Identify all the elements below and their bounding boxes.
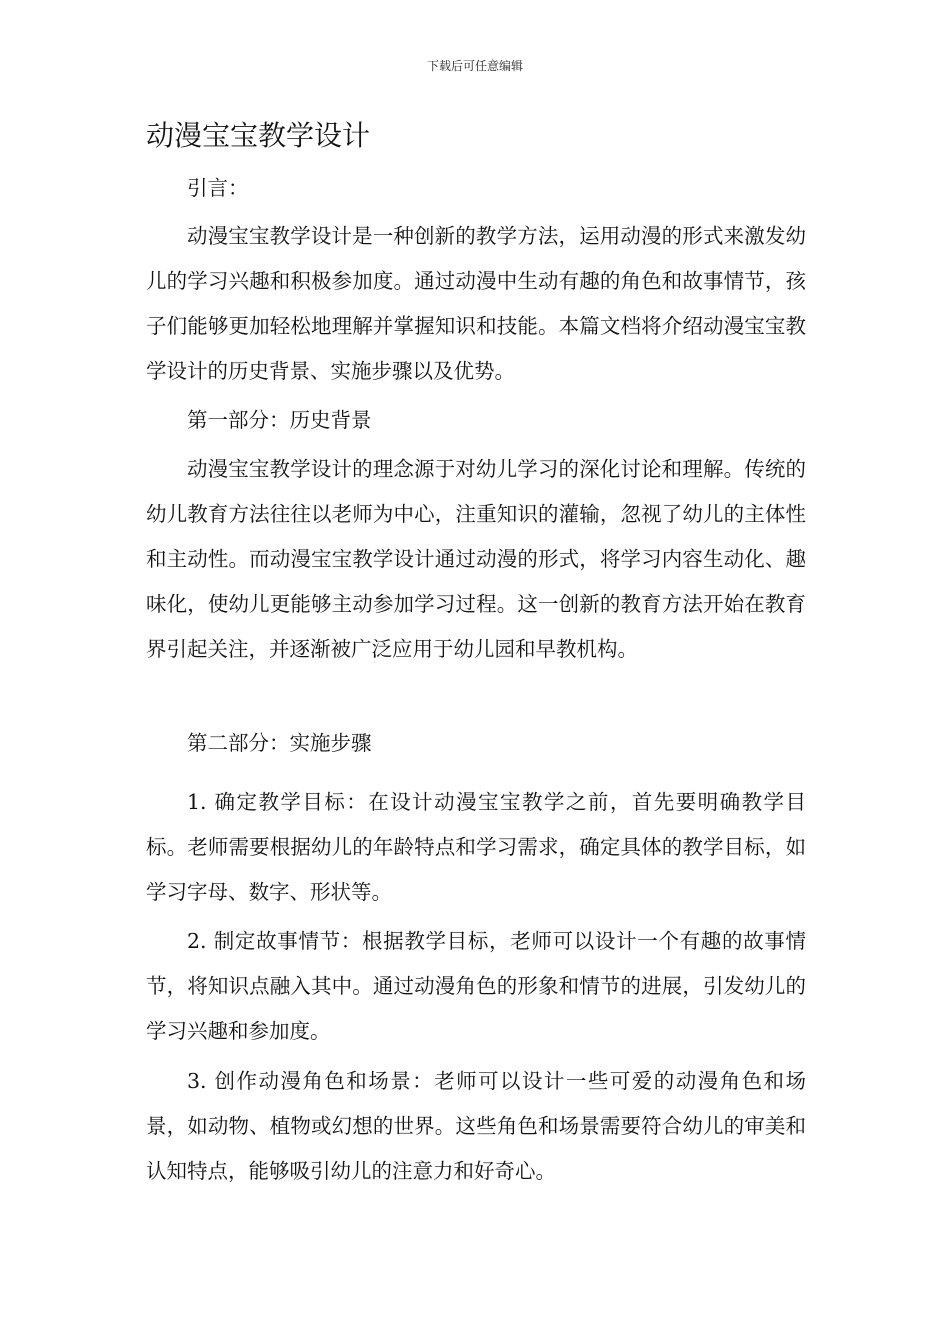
step-3-paragraph: 3. 创作动漫角色和场景：老师可以设计一些可爱的动漫角色和场景，如动物、植物或幻想的世界。这些角色和场景需要符合幼儿的审美和认知特点，能够吸引幼儿的注意力和好奇心。 — [146, 1069, 806, 1183]
intro-paragraph: 动漫宝宝教学设计是一种创新的教学方法，运用动漫的形式来激发幼儿的学习兴趣和积极参加度。通过动漫中生动有趣的角色和故事情节，孩子们能够更加轻松地理解并掌握知识和技能。本篇文档将介绍动漫宝宝教学设计的历史背景、实施步骤以及优势。 — [146, 224, 806, 383]
section2-heading-block — [146, 721, 806, 766]
section1-heading: 第一部分：历史背景 — [187, 408, 372, 432]
section1-heading-block — [146, 398, 806, 443]
document-title: 动漫宝宝教学设计 — [146, 119, 371, 152]
section1-paragraph: 动漫宝宝教学设计的理念源于对幼儿学习的深化讨论和理解。传统的幼儿教育方法往往以老师为中心，注重知识的灌输，忽视了幼儿的主体性和主动性。而动漫宝宝教学设计通过动漫的形式，将学习内容生动化、趣味化，使幼儿更能够主动参加学习过程。这一创新的教育方法开始在教育界引起关注，并逐渐被广泛应用于幼儿园和早教机构。 — [146, 457, 806, 661]
header-note: 下载后可任意编辑 — [426, 59, 523, 73]
step-1-block — [146, 780, 806, 915]
intro-paragraph-block — [146, 214, 806, 394]
intro-label: 引言： — [187, 176, 249, 200]
step-2-block — [146, 919, 806, 1054]
step-3-block — [146, 1059, 806, 1194]
intro-label-block — [146, 166, 806, 211]
step-1-paragraph: 1. 确定教学目标：在设计动漫宝宝教学之前，首先要明确教学目标。老师需要根据幼儿的年龄特点和学习需求，确定具体的教学目标，如学习字母、数字、形状等。 — [146, 790, 806, 904]
step-2-paragraph: 2. 制定故事情节：根据教学目标，老师可以设计一个有趣的故事情节，将知识点融入其中。通过动漫角色的形象和情节的进展，引发幼儿的学习兴趣和参加度。 — [146, 929, 806, 1043]
section2-heading: 第二部分：实施步骤 — [187, 731, 372, 755]
section1-paragraph-block — [146, 447, 806, 672]
